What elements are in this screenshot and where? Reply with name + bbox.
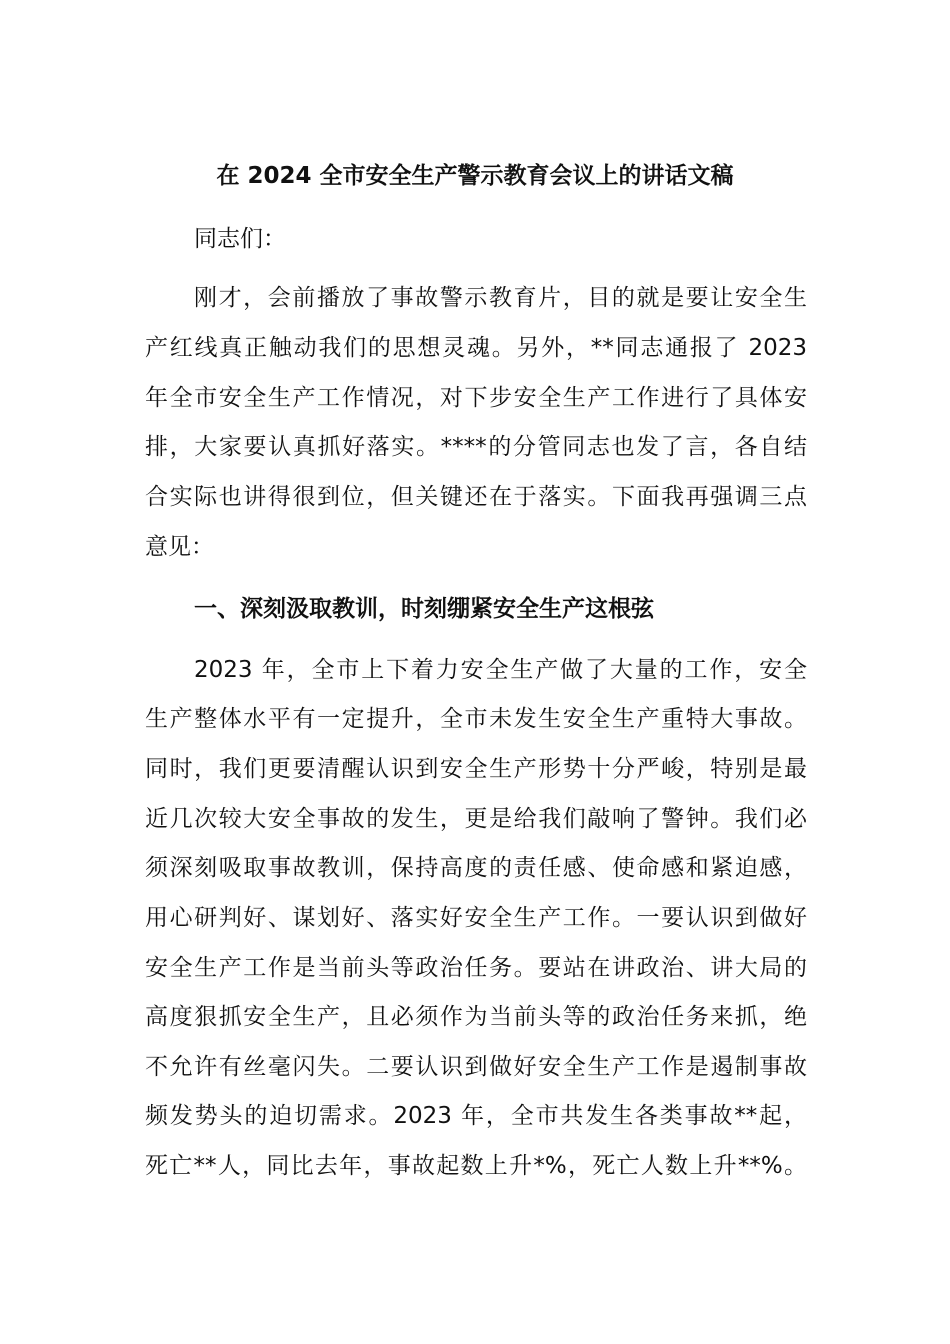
paragraph-line: 用心研判好、谋划好、落实好安全生产工作。一要认识到做好 xyxy=(145,905,807,931)
paragraph-line: 年全市安全生产工作情况，对下步安全生产工作进行了具体安 xyxy=(145,385,807,411)
paragraph-line: 排，大家要认真抓好落实。****的分管同志也发了言，各自结 xyxy=(145,434,807,460)
section-heading: 一、深刻汲取教训，时刻绷紧安全生产这根弦 xyxy=(194,596,654,622)
paragraph-line: 频发势头的迫切需求。2023 年，全市共发生各类事故**起， xyxy=(145,1103,807,1129)
paragraph-line: 2023 年，全市上下着力安全生产做了大量的工作，安全 xyxy=(194,657,807,683)
paragraph-line: 安全生产工作是当前头等政治任务。要站在讲政治、讲大局的 xyxy=(145,955,807,981)
paragraph-line: 不允许有丝毫闪失。二要认识到做好安全生产工作是遏制事故 xyxy=(145,1054,807,1080)
paragraph-line: 近几次较大安全事故的发生，更是给我们敲响了警钟。我们必 xyxy=(145,806,807,832)
paragraph-line: 同时，我们更要清醒认识到安全生产形势十分严峻，特别是最 xyxy=(145,756,807,782)
salutation: 同志们： xyxy=(194,226,286,252)
paragraph-line: 须深刻吸取事故教训，保持高度的责任感、使命感和紧迫感， xyxy=(145,855,807,881)
paragraph-line: 高度狠抓安全生产，且必须作为当前头等的政治任务来抓，绝 xyxy=(145,1004,807,1030)
paragraph-line: 死亡**人，同比去年，事故起数上升*%，死亡人数上升**%。 xyxy=(145,1153,807,1179)
paragraph-line: 意见： xyxy=(145,534,214,560)
paragraph-line: 刚才，会前播放了事故警示教育片，目的就是要让安全生 xyxy=(194,285,807,311)
document-title: 在 2024 全市安全生产警示教育会议上的讲话文稿 xyxy=(216,163,734,189)
paragraph-line: 产红线真正触动我们的思想灵魂。另外，**同志通报了 2023 xyxy=(145,335,807,361)
paragraph-line: 合实际也讲得很到位，但关键还在于落实。下面我再强调三点 xyxy=(145,484,807,510)
paragraph-line: 生产整体水平有一定提升，全市未发生安全生产重特大事故。 xyxy=(145,706,807,732)
